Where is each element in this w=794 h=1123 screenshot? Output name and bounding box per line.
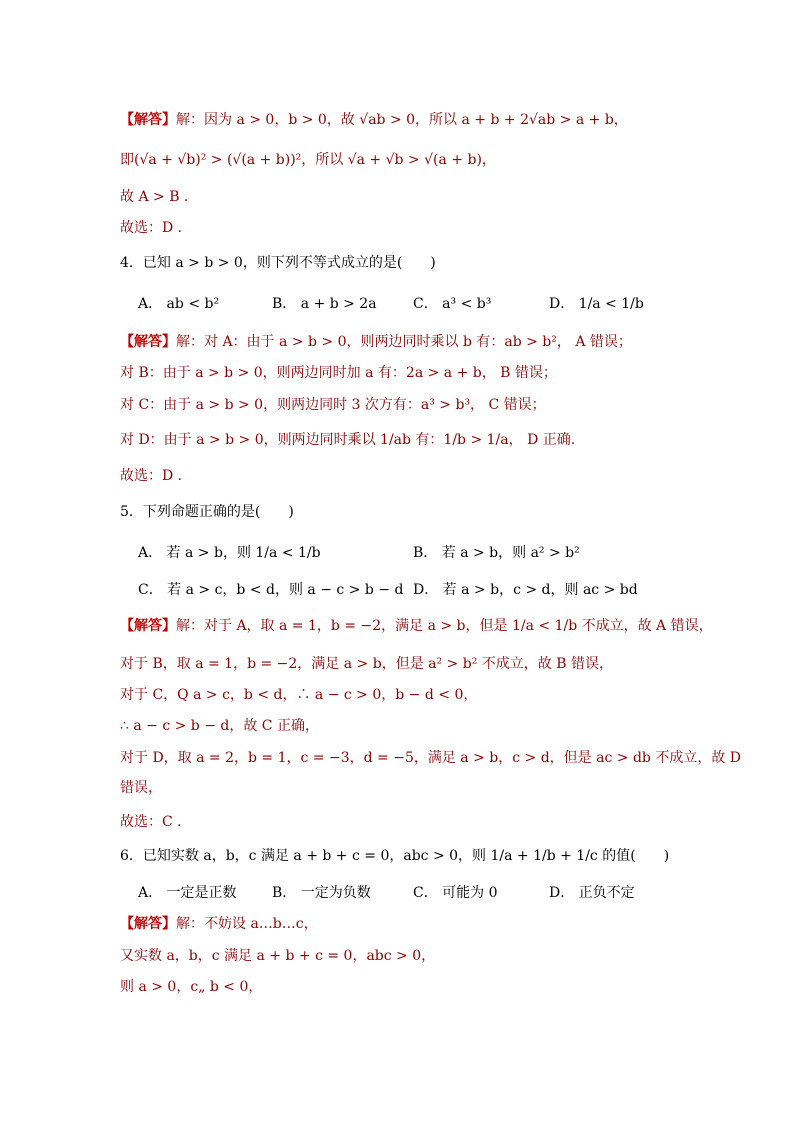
- solution-text: 即(√a + √b)² > (√(a + b))²，所以 √a + √b > √(a + b)，: [120, 152, 496, 168]
- option-a: A． ab < b²: [138, 296, 220, 312]
- solution-line: [120, 110, 628, 130]
- solution-text: 对于 B，取 a = 1，b = −2，满足 a > b，但是 a² > b² 不成立，故 B 错误，: [120, 656, 613, 672]
- solution-line: [120, 150, 496, 170]
- solution-line: [120, 218, 182, 238]
- solution-text: 对于 D，取 a = 2，b = 1，c = −3，d = −5，满足 a > b，c > d，但是 ac > db 不成立，故 D: [120, 750, 741, 766]
- solution-line: [120, 716, 319, 736]
- solution-line: [120, 332, 632, 352]
- solution-text: 解：不妨设 a…b…c，: [176, 916, 318, 932]
- option-d: D． 若 a > b，c > d，则 ac > bd: [413, 582, 638, 598]
- solution-text: 对 D：由于 a > b > 0，则两边同时乘以 1/ab 有：1/b > 1/a， D 正确.: [120, 432, 576, 448]
- solution-text: 解：对于 A，取 a = 1，b = −2，满足 a > b，但是 1/a < 1/b 不成立，故 A 错误，: [176, 618, 713, 634]
- solution-line: [120, 395, 546, 415]
- solution-line: [120, 685, 477, 705]
- solution-line: [120, 654, 613, 674]
- solution-text: 解：对 A：由于 a > b > 0，则两边同时乘以 b 有：ab > b²， A 错误；: [176, 334, 632, 350]
- option-c: C． a³ < b³: [413, 296, 492, 312]
- solution-tag: 【解答】: [120, 112, 176, 128]
- question-stem: 5．下列命题正确的是( ): [120, 504, 294, 520]
- option-b: B． 若 a > b，则 a² > b²: [413, 545, 580, 561]
- option-d: D． 正负不定: [549, 885, 635, 901]
- option-b: B． 一定为负数: [272, 885, 371, 901]
- solution-line: [120, 946, 435, 966]
- option-b: B． a + b > 2a: [272, 296, 377, 312]
- solution-line: [120, 430, 575, 450]
- solution-text: 对 B：由于 a > b > 0，则两边同时加 a 有：2a > a + b， B 错误；: [120, 365, 557, 381]
- solution-text: 故 A > B .: [120, 189, 189, 205]
- solution-tag: 【解答】: [120, 334, 176, 350]
- solution-line: [120, 914, 318, 934]
- solution-line: [120, 616, 713, 636]
- solution-text: 故选：D .: [120, 220, 183, 236]
- option-c: C． 可能为 0: [413, 885, 498, 901]
- solution-line: [120, 812, 182, 832]
- solution-text: 又实数 a，b，c 满足 a + b + c = 0，abc > 0，: [120, 948, 436, 964]
- option-a: A． 若 a > b，则 1/a < 1/b: [138, 545, 321, 561]
- solution-text: 对 C：由于 a > b > 0，则两边同时 3 次方有：a³ > b³， C 错误；: [120, 397, 546, 413]
- solution-line: [120, 187, 188, 207]
- solution-line: [120, 977, 262, 997]
- question-stem: 4．已知 a > b > 0，则下列不等式成立的是( ): [120, 255, 436, 271]
- solution-line: [120, 748, 741, 768]
- option-a: A． 一定是正数: [138, 885, 237, 901]
- solution-text: 故选：C .: [120, 814, 182, 830]
- solution-text: 错误，: [120, 780, 162, 796]
- option-c: C． 若 a > c，b < d，则 a − c > b − d: [138, 582, 404, 598]
- solution-text: 解：因为 a > 0，b > 0，故 √ab > 0，所以 a + b + 2√ab > a + b，: [176, 112, 628, 128]
- solution-tag: 【解答】: [120, 916, 176, 932]
- solution-text: 对于 C，Q a > c，b < d，∴ a − c > 0，b − d < 0，: [120, 687, 478, 703]
- option-d: D． 1/a < 1/b: [549, 296, 644, 312]
- solution-line: [120, 778, 162, 798]
- solution-line: [120, 363, 557, 383]
- solution-tag: 【解答】: [120, 618, 176, 634]
- solution-text: 则 a > 0，c„ b < 0，: [120, 979, 263, 995]
- solution-text: 故选：D .: [120, 468, 183, 484]
- question-stem: 6．已知实数 a，b，c 满足 a + b + c = 0，abc > 0，则 1/a + 1/b + 1/c 的值( ): [120, 848, 670, 864]
- solution-text: ∴ a − c > b − d，故 C 正确，: [120, 718, 319, 734]
- solution-line: [120, 466, 182, 486]
